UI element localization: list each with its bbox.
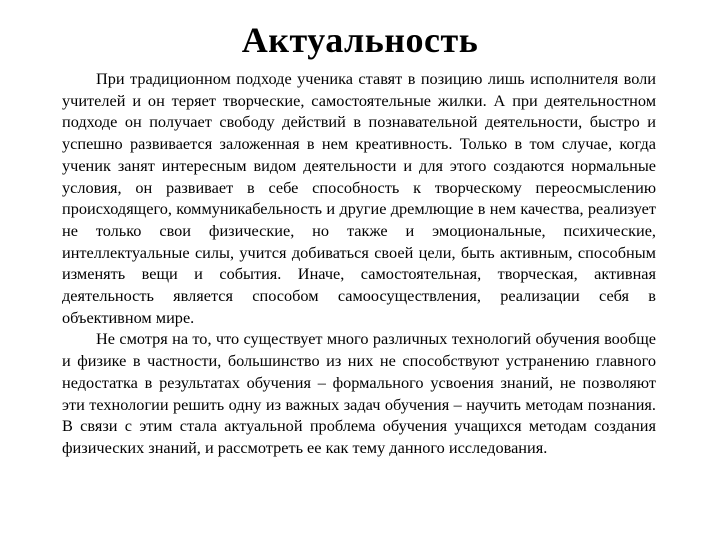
paragraph-1: При традиционном подходе ученика ставят в позицию лишь исполнителя воли учителей и он теряет творческие, самостоятельные жилки. А при деятельностном подходе он получает свободу действий в познавательной деятельности, быстро и успешно развивается заложенная в нем креативность. Только в том случае, когда ученик занят интересным видом деятельности и для этого создаются нормальные условия, он развивает в себе способность к творческому переосмыслению происходящего, коммуникабельность и другие дремлющие в нем качества, реализует не только свои физические, но также и эмоциональные, психические, интеллектуальные силы, учится добиваться своей цели, быть активным, способным изменять вещи и события. Иначе, самостоятельная, творческая, активная деятельность является способом самоосуществления, реализации себя в объективном мире. bbox=[62, 69, 656, 327]
paragraph-2: Не смотря на то, что существует много различных технологий обучения вообще и физике в частности, большинство из них не способствуют устранению главного недостатка в результатах обучения – формального усвоения знаний, не позволяют эти технологии решить одну из важных задач обучения – научить методам познания. В связи с этим стала актуальной проблема обучения учащихся методам создания физических знаний, и рассмотреть ее как тему данного исследования. bbox=[62, 329, 656, 457]
slide-title: Актуальность bbox=[241, 20, 479, 60]
slide-body bbox=[62, 68, 656, 459]
